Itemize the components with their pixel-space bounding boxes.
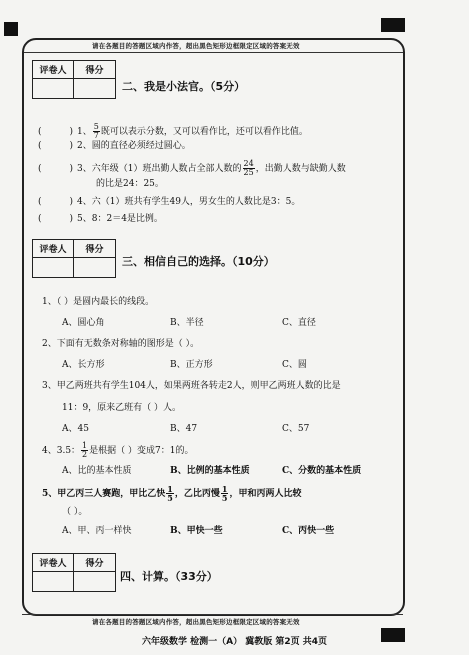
choice-q2-option-a: A、长方形	[62, 360, 105, 370]
judge-item-4: ( ) 4、六（1）班共有学生49人，男女生的人数比是3：5。	[38, 197, 301, 207]
choice-q1: 1、（ ）是圆内最长的线段。	[42, 297, 155, 307]
choice-q2-option-c: C、圆	[282, 360, 307, 370]
fraction-1-5-b: $\frac{1}{5}$	[221, 484, 228, 503]
grader-cell	[33, 258, 74, 277]
bottom-divider	[22, 614, 403, 615]
score-box-section-4	[32, 553, 116, 592]
score-cell	[74, 258, 115, 277]
fraction-1-2: $\frac{1}{2}$	[82, 441, 88, 459]
choice-q3-option-a: A、45	[62, 424, 89, 434]
choice-q1-option-c: C、直径	[282, 318, 316, 328]
choice-q2-option-b: B、正方形	[170, 360, 213, 370]
score-box-section-3	[32, 239, 116, 278]
section-3-title: 三、相信自己的选择。（10分）	[122, 255, 275, 268]
choice-q3-option-c: C、57	[282, 424, 310, 434]
score-label: 得分	[74, 61, 115, 79]
section-4-title: 四、计算。（33分）	[120, 570, 218, 583]
choice-q4-option-c: C、分数的基本性质	[282, 466, 362, 476]
choice-q4: 4、3.5： $\frac{1}{2}$ 是根据（ ）变成7：1的。	[42, 441, 194, 459]
choice-q1-option-a: A、圆心角	[62, 318, 105, 328]
registration-mark-top-right	[381, 18, 405, 32]
grader-label: 评卷人	[33, 61, 74, 79]
section-2-title: 二、我是小法官。（5分）	[122, 80, 246, 93]
score-cell	[74, 572, 115, 591]
choice-q5-option-a: A、甲、丙一样快	[62, 526, 132, 536]
choice-q5: 5、甲乙丙三人赛跑，甲比乙快 $\frac{1}{5}$ ，乙比丙慢 $\frac{1}{5}$ ，甲和丙两人比较	[42, 484, 302, 503]
fraction-5-7: $\frac{5}{7}$	[93, 122, 99, 140]
choice-q3: 3、甲乙两班共有学生104人，如果两班各转走2人，则甲乙两班人数的比是	[42, 381, 341, 391]
judge-item-3: ( ) 3、六年级（1）班出勤人数占全部人数的 $\frac{24}{25}$ ，出勤人数与缺勤人数	[38, 159, 346, 177]
page-footer: 六年级数学 检测一（A） 冀教版 第2页 共4页	[141, 637, 328, 647]
registration-mark-top-left	[4, 22, 18, 36]
fraction-24-25: $\frac{24}{25}$	[243, 159, 254, 177]
score-label: 得分	[74, 240, 115, 258]
judge-item-2: ( ) 2、圆的直径必须经过圆心。	[38, 141, 191, 151]
grader-label: 评卷人	[33, 240, 74, 258]
choice-q3-continued: 11：9，原来乙班有（ ）人。	[62, 403, 182, 413]
grader-cell	[33, 79, 74, 98]
bottom-notice: 请在各题目的答题区域内作答，超出黑色矩形边框限定区域的答案无效	[92, 618, 300, 626]
judge-item-1: ( ) 1、 $\frac{5}{7}$ 既可以表示分数，又可以看作比，还可以看作比值。	[38, 122, 308, 140]
choice-q5-option-b: B、甲快一些	[170, 526, 223, 536]
top-notice: 请在各题目的答题区域内作答，超出黑色矩形边框限定区域的答案无效	[92, 42, 300, 50]
choice-q2: 2、下面有无数条对称轴的图形是（ ）。	[42, 339, 200, 349]
choice-q3-option-b: B、47	[170, 424, 198, 434]
fraction-1-5-a: $\frac{1}{5}$	[167, 484, 173, 503]
choice-q4-option-a: A、比的基本性质	[62, 466, 132, 476]
judge-item-5: ( ) 5、8：2＝4是比例。	[38, 214, 163, 224]
choice-q1-option-b: B、半径	[170, 318, 204, 328]
choice-q5-option-c: C、丙快一些	[282, 526, 335, 536]
choice-q5-continued: （ ）。	[62, 507, 88, 517]
score-box-section-2	[32, 60, 116, 99]
score-label: 得分	[74, 554, 115, 572]
score-cell	[74, 79, 115, 98]
grader-cell	[33, 572, 74, 591]
judge-item-3-continued: 的比是24：25。	[96, 179, 164, 189]
grader-label: 评卷人	[33, 554, 74, 572]
choice-q4-option-b: B、比例的基本性质	[170, 466, 250, 476]
